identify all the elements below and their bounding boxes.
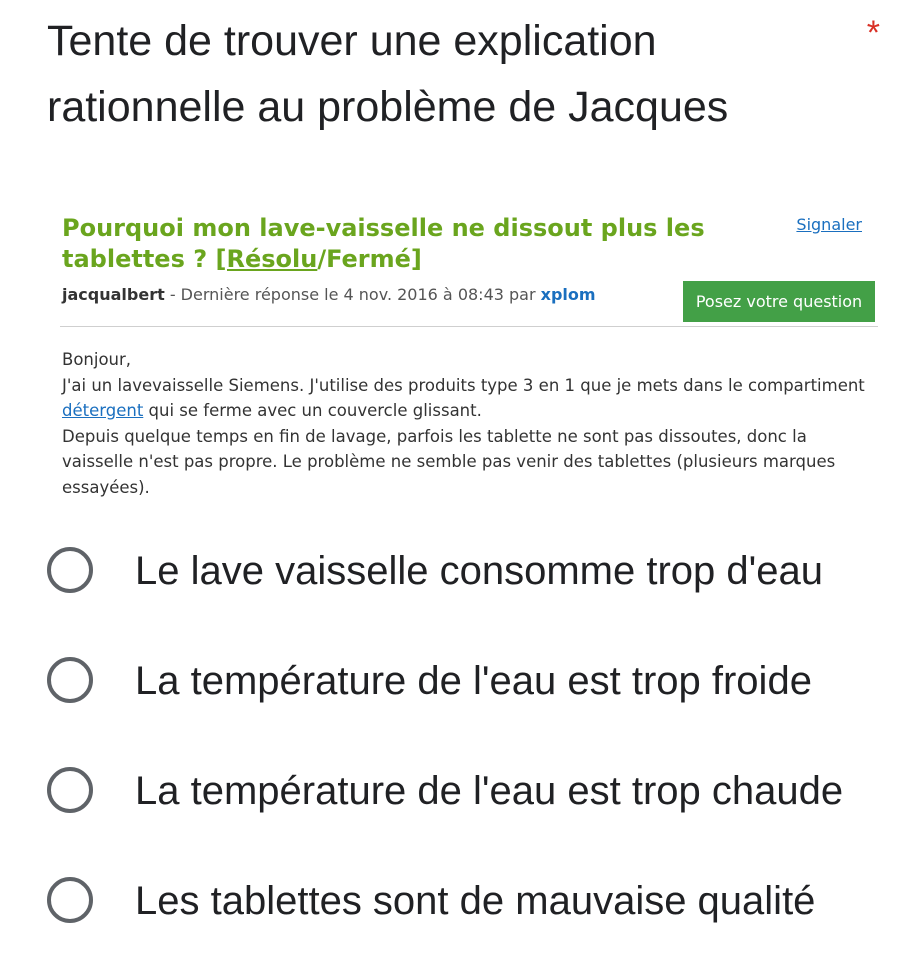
forum-post-body (62, 347, 877, 500)
report-link: Signaler (796, 215, 862, 234)
radio-option-label[interactable]: La température de l'eau est trop froide (135, 659, 812, 703)
forum-status-resolved: [Résolu (215, 245, 318, 273)
forum-post-image (50, 205, 880, 505)
post-paragraph (62, 373, 877, 424)
required-asterisk: * (866, 14, 880, 52)
radio-option[interactable] (46, 543, 886, 603)
forum-divider (60, 326, 878, 327)
detergent-link: détergent (62, 401, 144, 420)
question-title: Tente de trouver une explication rationnelle au problème de Jacques (47, 17, 729, 131)
ask-question-button: Posez votre question (683, 281, 875, 322)
radio-button[interactable] (47, 547, 93, 593)
post-text: J'ai un lavevaisselle Siemens. J'utilise des produits type 3 en 1 que je mets dans le compartiment (62, 375, 865, 395)
radio-option-label[interactable]: Les tablettes sont de mauvaise qualité (135, 879, 816, 923)
radio-option-label[interactable]: La température de l'eau est trop chaude (135, 769, 844, 813)
post-paragraph: Depuis quelque temps en fin de lavage, parfois les tablette ne sont pas dissoutes, donc la vaisselle n'est pas propre. Le problème ne semble pas venir des tablettes (plusieurs marques essayées). (62, 426, 836, 497)
radio-option[interactable] (46, 873, 886, 933)
radio-button[interactable] (47, 767, 93, 813)
radio-button[interactable] (47, 657, 93, 703)
radio-option-label[interactable]: Le lave vaisselle consomme trop d'eau (135, 549, 824, 593)
radio-button[interactable] (47, 877, 93, 923)
post-greeting: Bonjour, (62, 350, 132, 369)
forum-title-text: Pourquoi mon lave-vaisselle ne dissout plus les tablettes ? (62, 214, 705, 273)
post-text: qui se ferme avec un couvercle glissant. (143, 401, 482, 420)
forum-status-closed: /Fermé] (317, 245, 422, 273)
post-author: jacqualbert (62, 285, 165, 304)
forum-post-title (62, 213, 787, 275)
radio-option[interactable] (46, 653, 886, 713)
radio-option[interactable] (46, 763, 886, 823)
post-meta-text: - Dernière réponse le 4 nov. 2016 à 08:43 par (164, 285, 541, 304)
forum-post-meta (62, 285, 596, 304)
last-reply-user: xplom (540, 285, 596, 304)
